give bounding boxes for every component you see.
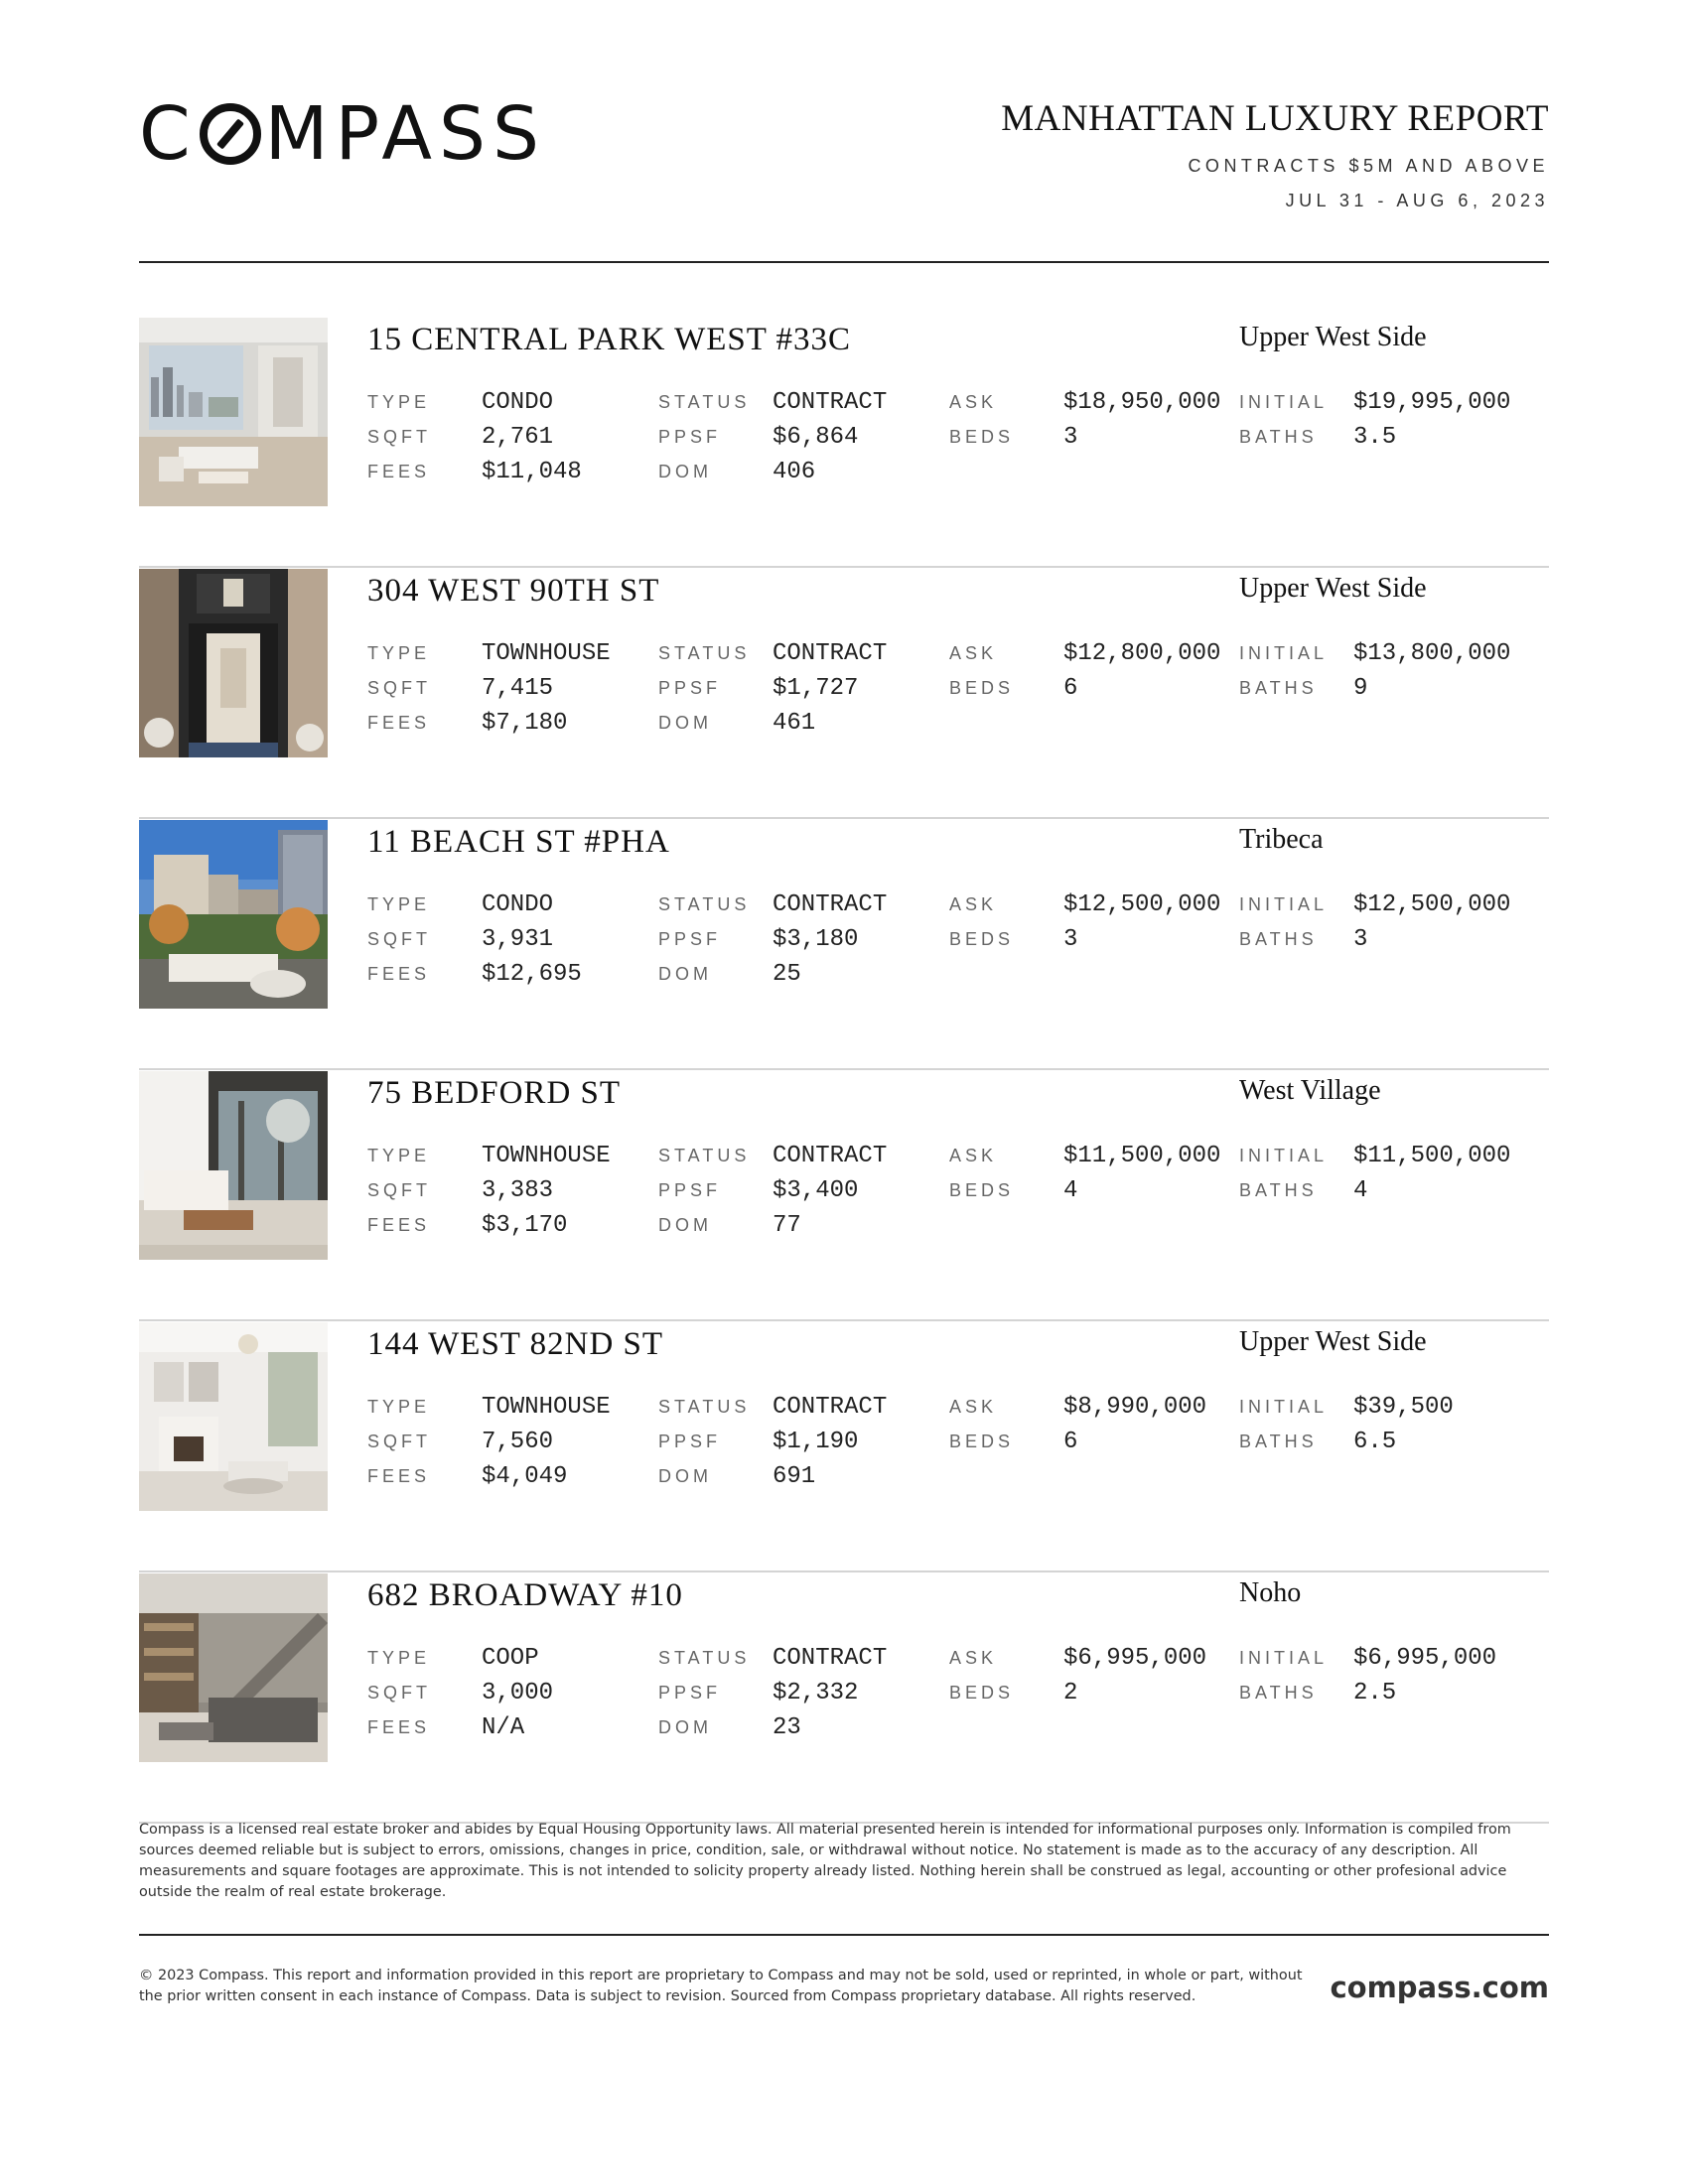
- status-value: CONTRACT: [773, 1645, 888, 1672]
- listing-col-ask: [949, 1641, 1206, 1710]
- listing-separator: [139, 1068, 1549, 1070]
- status-value: CONTRACT: [773, 1394, 888, 1421]
- beds-label: BEDS: [949, 929, 1015, 949]
- baths-value: 6.5: [1353, 1429, 1397, 1455]
- beds-value: 3: [1063, 926, 1078, 953]
- compass-logo: C MPASS: [139, 91, 546, 177]
- fees-label: FEES: [367, 964, 431, 984]
- beds-value: 2: [1063, 1680, 1078, 1706]
- beds-label: BEDS: [949, 1180, 1015, 1200]
- beds-value: 4: [1063, 1177, 1078, 1204]
- fees-value: N/A: [482, 1714, 525, 1741]
- listing-col-type: [367, 636, 611, 741]
- listing-photo[interactable]: [139, 1071, 328, 1260]
- initial-label: INITIAL: [1239, 1397, 1329, 1417]
- listing-address[interactable]: 682 BROADWAY #10: [367, 1577, 683, 1613]
- type-label: TYPE: [367, 643, 431, 663]
- listing-photo[interactable]: [139, 1573, 328, 1762]
- fees-value: $11,048: [482, 459, 582, 485]
- type-value: CONDO: [482, 389, 554, 416]
- dom-label: DOM: [658, 1717, 712, 1737]
- type-label: TYPE: [367, 1648, 431, 1668]
- report-title: MANHATTAN LUXURY REPORT: [1001, 98, 1549, 139]
- initial-label: INITIAL: [1239, 643, 1329, 663]
- baths-value: 2.5: [1353, 1680, 1397, 1706]
- type-label: TYPE: [367, 1397, 431, 1417]
- beds-value: 6: [1063, 675, 1078, 702]
- ask-value: $12,800,000: [1063, 640, 1221, 667]
- type-value: TOWNHOUSE: [482, 640, 611, 667]
- baths-value: 9: [1353, 675, 1368, 702]
- initial-value: $6,995,000: [1353, 1645, 1497, 1672]
- ppsf-label: PPSF: [658, 1180, 722, 1200]
- ppsf-value: $3,400: [773, 1177, 859, 1204]
- beds-label: BEDS: [949, 427, 1015, 447]
- sqft-label: SQFT: [367, 1180, 431, 1200]
- ppsf-label: PPSF: [658, 1683, 722, 1703]
- status-label: STATUS: [658, 1648, 751, 1668]
- listing-separator: [139, 566, 1549, 568]
- initial-label: INITIAL: [1239, 894, 1329, 914]
- ask-value: $11,500,000: [1063, 1143, 1221, 1169]
- status-label: STATUS: [658, 1146, 751, 1165]
- baths-label: BATHS: [1239, 678, 1318, 698]
- listing-col-initial: [1239, 1641, 1496, 1710]
- ask-value: $12,500,000: [1063, 891, 1221, 918]
- report-date-range: JUL 31 - AUG 6, 2023: [1285, 191, 1549, 210]
- ppsf-value: $1,727: [773, 675, 859, 702]
- baths-label: BATHS: [1239, 427, 1318, 447]
- listing-separator: [139, 817, 1549, 819]
- listing-col-ask: [949, 1390, 1206, 1459]
- dom-label: DOM: [658, 964, 712, 984]
- listing-col-status: [658, 1390, 887, 1494]
- type-label: TYPE: [367, 392, 431, 412]
- beds-label: BEDS: [949, 1683, 1015, 1703]
- dom-value: 23: [773, 1714, 801, 1741]
- listing-col-initial: [1239, 1139, 1510, 1208]
- fees-value: $7,180: [482, 710, 568, 737]
- sqft-label: SQFT: [367, 1432, 431, 1451]
- listing-col-type: [367, 1390, 611, 1494]
- ask-label: ASK: [949, 1146, 998, 1165]
- baths-label: BATHS: [1239, 929, 1318, 949]
- header-divider: [139, 261, 1549, 263]
- listing-col-type: [367, 1139, 611, 1243]
- beds-label: BEDS: [949, 678, 1015, 698]
- listing-col-ask: [949, 1139, 1220, 1208]
- listing-row[interactable]: [139, 1573, 1549, 1824]
- listing-address[interactable]: 144 WEST 82ND ST: [367, 1326, 664, 1362]
- fees-label: FEES: [367, 1466, 431, 1486]
- baths-label: BATHS: [1239, 1683, 1318, 1703]
- sqft-value: 7,560: [482, 1429, 554, 1455]
- baths-value: 3.5: [1353, 424, 1397, 451]
- type-value: CONDO: [482, 891, 554, 918]
- footer-divider: [139, 1934, 1549, 1936]
- ppsf-value: $3,180: [773, 926, 859, 953]
- sqft-label: SQFT: [367, 427, 431, 447]
- fees-label: FEES: [367, 462, 431, 481]
- sqft-value: 7,415: [482, 675, 554, 702]
- ask-value: $18,950,000: [1063, 389, 1221, 416]
- ask-value: $6,995,000: [1063, 1645, 1207, 1672]
- listing-separator: [139, 1570, 1549, 1572]
- baths-value: 4: [1353, 1177, 1368, 1204]
- dom-value: 461: [773, 710, 816, 737]
- dom-label: DOM: [658, 713, 712, 733]
- ppsf-label: PPSF: [658, 1432, 722, 1451]
- type-label: TYPE: [367, 894, 431, 914]
- status-value: CONTRACT: [773, 1143, 888, 1169]
- dom-value: 406: [773, 459, 816, 485]
- ppsf-label: PPSF: [658, 427, 722, 447]
- type-label: TYPE: [367, 1146, 431, 1165]
- fees-value: $4,049: [482, 1463, 568, 1490]
- listing-col-initial: [1239, 385, 1510, 455]
- listing-address[interactable]: 11 BEACH ST #PHA: [367, 824, 670, 860]
- listing-neighborhood: Noho: [1239, 1577, 1302, 1608]
- listing-row[interactable]: [139, 318, 1549, 568]
- status-label: STATUS: [658, 1397, 751, 1417]
- listing-neighborhood: Upper West Side: [1239, 322, 1427, 352]
- listing-col-initial: [1239, 887, 1510, 957]
- listing-row[interactable]: [139, 569, 1549, 819]
- status-label: STATUS: [658, 643, 751, 663]
- ppsf-label: PPSF: [658, 678, 722, 698]
- listing-col-type: [367, 1641, 553, 1745]
- fees-value: $3,170: [482, 1212, 568, 1239]
- disclaimer-text: Compass is a licensed real estate broker and abides by Equal Housing Opportunity laws. All material presented herein is intended for informational purposes only. Information is compiled from sources deemed reliable but is subject to errors, omissions, changes in price, condition, sale, or withdrawal without notice. No statement is made as to the accuracy of any description. All measurements and square footages are approximate. This is not intended to solicity property already listed. Nothing herein shall be construed as legal, accounting or other profesional advice outside the realm of real estate brokerage.: [139, 1822, 1511, 1900]
- sqft-label: SQFT: [367, 678, 431, 698]
- dom-value: 25: [773, 961, 801, 988]
- baths-value: 3: [1353, 926, 1368, 953]
- listing-address[interactable]: 304 WEST 90TH ST: [367, 573, 660, 609]
- listing-address[interactable]: 15 CENTRAL PARK WEST #33C: [367, 322, 852, 357]
- baths-label: BATHS: [1239, 1180, 1318, 1200]
- ask-label: ASK: [949, 392, 998, 412]
- report-subtitle: CONTRACTS $5M AND ABOVE: [1188, 156, 1549, 176]
- dom-label: DOM: [658, 462, 712, 481]
- website-link[interactable]: compass.com: [1330, 1971, 1549, 2004]
- listing-col-ask: [949, 887, 1220, 957]
- dom-value: 77: [773, 1212, 801, 1239]
- ask-label: ASK: [949, 1397, 998, 1417]
- listing-photo[interactable]: [139, 820, 328, 1009]
- ask-label: ASK: [949, 1648, 998, 1668]
- beds-value: 3: [1063, 424, 1078, 451]
- listing-col-ask: [949, 636, 1220, 706]
- dom-value: 691: [773, 1463, 816, 1490]
- listing-photo[interactable]: [139, 1322, 328, 1511]
- initial-label: INITIAL: [1239, 1648, 1329, 1668]
- listing-neighborhood: Tribeca: [1239, 824, 1324, 855]
- initial-label: INITIAL: [1239, 392, 1329, 412]
- fees-label: FEES: [367, 713, 431, 733]
- copyright-text: © 2023 Compass. This report and information provided in this report are proprietary to Compass and may not be sold, used or reprinted, in whole or part, without the prior written consent in each instance of Compass. Data is subject to revision. Sourced from Compass proprietary database. All rights reserved.: [139, 1968, 1303, 2004]
- sqft-value: 3,000: [482, 1680, 554, 1706]
- listing-address[interactable]: 75 BEDFORD ST: [367, 1075, 622, 1111]
- report-header: [1001, 97, 1549, 211]
- initial-value: $19,995,000: [1353, 389, 1511, 416]
- initial-value: $13,800,000: [1353, 640, 1511, 667]
- status-label: STATUS: [658, 392, 751, 412]
- sqft-value: 2,761: [482, 424, 554, 451]
- listing-col-status: [658, 1139, 887, 1243]
- listing-photo[interactable]: [139, 318, 328, 506]
- listing-neighborhood: Upper West Side: [1239, 573, 1427, 604]
- compass-logo-o-icon: [200, 103, 261, 165]
- initial-value: $39,500: [1353, 1394, 1454, 1421]
- listing-neighborhood: West Village: [1239, 1075, 1381, 1106]
- ask-label: ASK: [949, 643, 998, 663]
- status-value: CONTRACT: [773, 891, 888, 918]
- dom-label: DOM: [658, 1215, 712, 1235]
- type-value: COOP: [482, 1645, 539, 1672]
- listing-row[interactable]: [139, 1071, 1549, 1321]
- initial-label: INITIAL: [1239, 1146, 1329, 1165]
- sqft-label: SQFT: [367, 929, 431, 949]
- status-value: CONTRACT: [773, 389, 888, 416]
- ask-label: ASK: [949, 894, 998, 914]
- beds-value: 6: [1063, 1429, 1078, 1455]
- ppsf-value: $6,864: [773, 424, 859, 451]
- sqft-label: SQFT: [367, 1683, 431, 1703]
- listing-col-type: [367, 887, 582, 992]
- type-value: TOWNHOUSE: [482, 1394, 611, 1421]
- dom-label: DOM: [658, 1466, 712, 1486]
- listing-col-status: [658, 636, 887, 741]
- listing-col-status: [658, 1641, 887, 1745]
- fees-label: FEES: [367, 1215, 431, 1235]
- listing-separator: [139, 1319, 1549, 1321]
- listing-col-status: [658, 887, 887, 992]
- listing-row[interactable]: [139, 1322, 1549, 1572]
- initial-value: $12,500,000: [1353, 891, 1511, 918]
- ppsf-value: $1,190: [773, 1429, 859, 1455]
- listing-col-initial: [1239, 636, 1510, 706]
- beds-label: BEDS: [949, 1432, 1015, 1451]
- fees-label: FEES: [367, 1717, 431, 1737]
- fees-value: $12,695: [482, 961, 582, 988]
- listing-col-initial: [1239, 1390, 1454, 1459]
- sqft-value: 3,383: [482, 1177, 554, 1204]
- ppsf-value: $2,332: [773, 1680, 859, 1706]
- initial-value: $11,500,000: [1353, 1143, 1511, 1169]
- baths-label: BATHS: [1239, 1432, 1318, 1451]
- listing-col-ask: [949, 385, 1220, 455]
- listing-col-status: [658, 385, 887, 489]
- ask-value: $8,990,000: [1063, 1394, 1207, 1421]
- status-label: STATUS: [658, 894, 751, 914]
- status-value: CONTRACT: [773, 640, 888, 667]
- listing-row[interactable]: [139, 820, 1549, 1070]
- ppsf-label: PPSF: [658, 929, 722, 949]
- type-value: TOWNHOUSE: [482, 1143, 611, 1169]
- listing-neighborhood: Upper West Side: [1239, 1326, 1427, 1357]
- listing-col-type: [367, 385, 582, 489]
- listing-photo[interactable]: [139, 569, 328, 757]
- sqft-value: 3,931: [482, 926, 554, 953]
